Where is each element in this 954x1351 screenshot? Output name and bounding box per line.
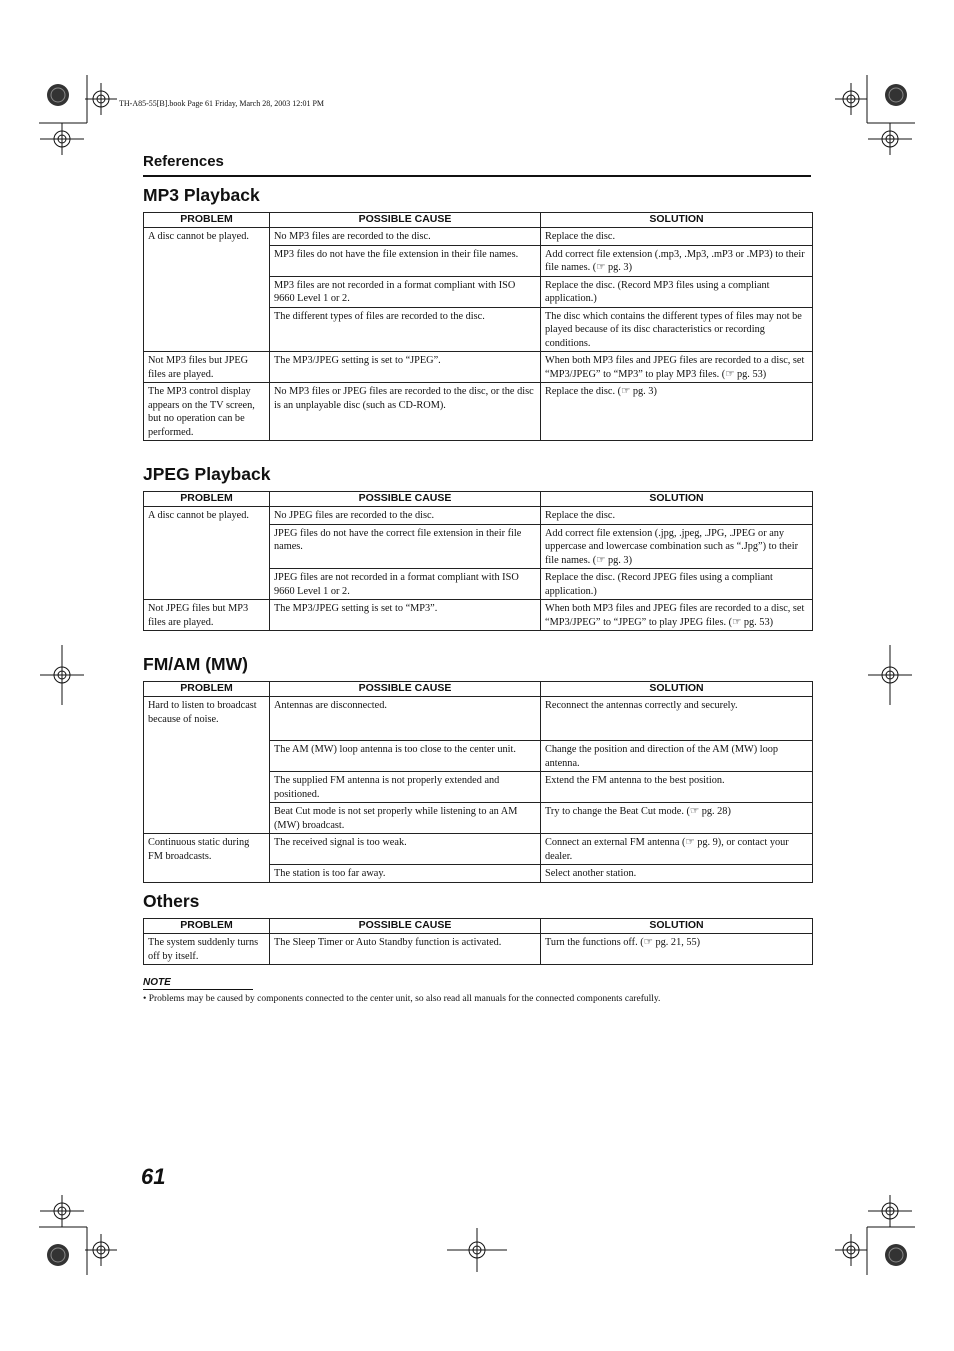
crosshair-icon <box>85 83 117 115</box>
problem-cell: Not MP3 files but JPEG files are played. <box>144 352 270 383</box>
fmam-heading: FM/AM (MW) <box>143 654 248 674</box>
solution-cell: Replace the disc. (Record JPEG files using a compliant application.) <box>541 569 813 600</box>
column-header-cause: POSSIBLE CAUSE <box>270 919 541 934</box>
cause-cell: MP3 files are not recorded in a format compliant with ISO 9660 Level 1 or 2. <box>270 276 541 307</box>
crosshair-icon <box>835 83 867 115</box>
problem-cell: Not JPEG files but MP3 files are played. <box>144 600 270 631</box>
solution-cell: Replace the disc. <box>541 507 813 525</box>
column-header-cause: POSSIBLE CAUSE <box>270 492 541 507</box>
column-header-problem: PROBLEM <box>144 213 270 228</box>
solution-cell: Replace the disc. (Record MP3 files using a compliant application.) <box>541 276 813 307</box>
crosshair-icon <box>85 1234 117 1266</box>
crosshair-icon <box>868 645 912 705</box>
solution-cell: Turn the functions off. (☞ pg. 21, 55) <box>541 934 813 965</box>
cause-cell: No MP3 files are recorded to the disc. <box>270 228 541 246</box>
problem-cell: The MP3 control display appears on the TV screen, but no operation can be performed. <box>144 383 270 441</box>
note-text: • Problems may be caused by components connected to the center unit, so also read all manuals for the connected components carefully. <box>143 994 661 1004</box>
column-header-solution: SOLUTION <box>541 682 813 697</box>
column-header-problem: PROBLEM <box>144 682 270 697</box>
solution-cell: Replace the disc. <box>541 228 813 246</box>
registration-disc-icon <box>47 1244 69 1266</box>
cause-cell: MP3 files do not have the file extension in their file names. <box>270 245 541 276</box>
crosshair-icon <box>868 123 912 155</box>
cause-cell: The supplied FM antenna is not properly extended and positioned. <box>270 772 541 803</box>
solution-cell: Change the position and direction of the AM (MW) loop antenna. <box>541 741 813 772</box>
cause-cell: The station is too far away. <box>270 865 541 883</box>
cause-cell: The Sleep Timer or Auto Standby function is activated. <box>270 934 541 965</box>
cause-cell: No MP3 files or JPEG files are recorded to the disc, or the disc is an unplayable disc (such as CD-ROM). <box>270 383 541 441</box>
note-title: NOTE <box>143 977 253 990</box>
jpeg-playback-heading: JPEG Playback <box>143 464 271 484</box>
solution-cell: When both MP3 files and JPEG files are recorded to a disc, set “MP3/JPEG” to “JPEG” to play JPEG files. (☞ pg. 53) <box>541 600 813 631</box>
mp3-troubleshooting-table <box>143 212 813 441</box>
cause-cell: The MP3/JPEG setting is set to “MP3”. <box>270 600 541 631</box>
table-row <box>144 352 813 383</box>
crosshair-icon <box>40 123 84 155</box>
table-row <box>144 383 813 441</box>
mp3-playback-heading: MP3 Playback <box>143 185 260 205</box>
problem-cell: Hard to listen to broadcast because of noise. <box>144 697 270 834</box>
cause-cell: JPEG files do not have the correct file extension in their file names. <box>270 524 541 569</box>
column-header-cause: POSSIBLE CAUSE <box>270 682 541 697</box>
registration-disc-icon <box>885 84 907 106</box>
solution-cell: Add correct file extension (.mp3, .Mp3, .mP3 or .MP3) to their file names. (☞ pg. 3) <box>541 245 813 276</box>
cause-cell: JPEG files are not recorded in a format compliant with ISO 9660 Level 1 or 2. <box>270 569 541 600</box>
problem-cell: A disc cannot be played. <box>144 507 270 600</box>
table-row <box>144 600 813 631</box>
column-header-problem: PROBLEM <box>144 492 270 507</box>
problem-cell: Continuous static during FM broadcasts. <box>144 834 270 883</box>
column-header-solution: SOLUTION <box>541 213 813 228</box>
crosshair-icon <box>868 1195 912 1227</box>
registration-disc-icon <box>885 1244 907 1266</box>
solution-cell: Connect an external FM antenna (☞ pg. 9), or contact your dealer. <box>541 834 813 865</box>
others-heading: Others <box>143 891 200 911</box>
cause-cell: No JPEG files are recorded to the disc. <box>270 507 541 525</box>
crosshair-icon <box>835 1234 867 1266</box>
column-header-solution: SOLUTION <box>541 492 813 507</box>
table-row <box>144 834 813 865</box>
book-reference: TH-A85-55[B].book Page 61 Friday, March 28, 2003 12:01 PM <box>119 99 325 108</box>
cause-cell: Beat Cut mode is not set properly while listening to an AM (MW) broadcast. <box>270 803 541 834</box>
cause-cell: The received signal is too weak. <box>270 834 541 865</box>
solution-cell: Select another station. <box>541 865 813 883</box>
column-header-problem: PROBLEM <box>144 919 270 934</box>
section-header <box>143 153 811 177</box>
crosshair-icon <box>40 645 84 705</box>
solution-cell: Add correct file extension (.jpg, .jpeg, .JPG, .JPEG or any uppercase and lowercase combination such as “.Jpg”) to their file names. (☞ pg. 3) <box>541 524 813 569</box>
solution-cell: When both MP3 files and JPEG files are recorded to a disc, set “MP3/JPEG” to “MP3” to play MP3 files. (☞ pg. 53) <box>541 352 813 383</box>
cause-cell: The AM (MW) loop antenna is too close to the center unit. <box>270 741 541 772</box>
cause-cell: The MP3/JPEG setting is set to “JPEG”. <box>270 352 541 383</box>
solution-cell: Replace the disc. (☞ pg. 3) <box>541 383 813 441</box>
problem-cell: The system suddenly turns off by itself. <box>144 934 270 965</box>
table-row <box>144 697 813 741</box>
table-row <box>144 934 813 965</box>
cause-cell: Antennas are disconnected. <box>270 697 541 741</box>
jpeg-troubleshooting-table <box>143 491 813 631</box>
registration-disc-icon <box>47 84 69 106</box>
crosshair-icon <box>40 1195 84 1227</box>
table-row <box>144 507 813 525</box>
cause-cell: The different types of files are recorded to the disc. <box>270 307 541 352</box>
page-number: 61 <box>141 1164 166 1189</box>
others-troubleshooting-table <box>143 918 813 965</box>
problem-cell: A disc cannot be played. <box>144 228 270 352</box>
section-header-label: References <box>143 153 224 170</box>
crosshair-icon <box>447 1228 507 1272</box>
solution-cell: The disc which contains the different types of files may not be played because of its disc characteristics or recording conditions. <box>541 307 813 352</box>
solution-cell: Extend the FM antenna to the best position. <box>541 772 813 803</box>
column-header-solution: SOLUTION <box>541 919 813 934</box>
solution-cell: Try to change the Beat Cut mode. (☞ pg. 28) <box>541 803 813 834</box>
table-row <box>144 228 813 246</box>
column-header-cause: POSSIBLE CAUSE <box>270 213 541 228</box>
fmam-troubleshooting-table <box>143 681 813 883</box>
solution-cell: Reconnect the antennas correctly and securely. <box>541 697 813 741</box>
